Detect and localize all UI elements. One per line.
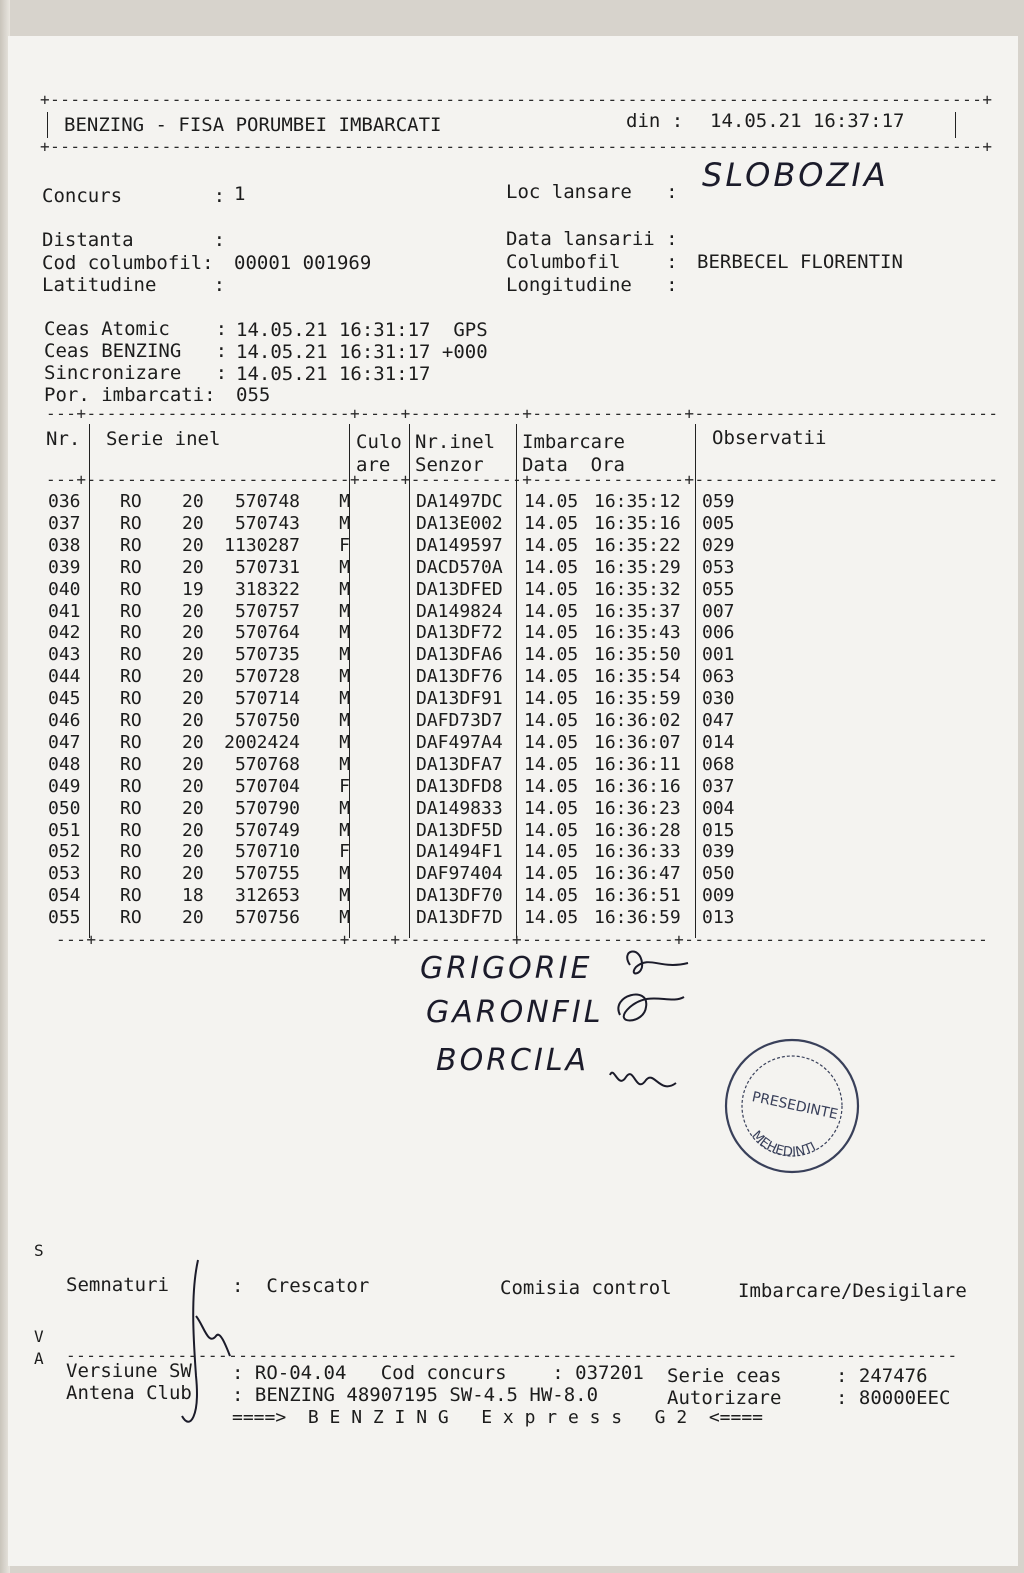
cell-country: RO (120, 731, 142, 753)
association-stamp (722, 1036, 862, 1176)
cell-obs: 007 (702, 600, 735, 622)
cell-year: 20 (182, 666, 204, 688)
autorizare-label: Autorizare (667, 1387, 782, 1409)
cell-time: 16:35:32 (594, 578, 681, 600)
concurs-value: 1 (234, 183, 246, 205)
cell-sensor: DA13DFA6 (416, 644, 503, 666)
loc-lansare-value: SLOBOZIA (702, 156, 889, 194)
cell-sex: M (339, 731, 350, 753)
cell-obs: 063 (702, 666, 735, 688)
cell-date: 14.05 (524, 710, 579, 731)
header-bottom-border: +--------------------------------------------------------------------------------------------+ (40, 137, 993, 156)
cell-year: 20 (182, 841, 204, 863)
cell-year: 20 (182, 797, 204, 819)
cell-date: 14.05 (524, 797, 579, 819)
cell-date: 14.05 (524, 731, 579, 753)
cell-sex: M (339, 512, 350, 534)
cell-year: 20 (182, 556, 204, 578)
cell-time: 16:36:51 (594, 885, 681, 907)
header-date-label: din : (626, 110, 684, 132)
cell-sex: F (339, 534, 350, 556)
cell-time: 16:35:16 (594, 512, 681, 534)
cell-year: 20 (182, 512, 204, 534)
cell-date: 14.05 (524, 666, 579, 688)
cell-sex: F (339, 841, 350, 863)
cell-obs: 037 (702, 775, 735, 797)
cell-time: 16:36:23 (594, 797, 681, 819)
cell-time: 16:35:50 (594, 644, 681, 666)
por-imbarcati-label: Por. imbarcati: (44, 384, 216, 406)
cell-sex: M (339, 907, 350, 929)
por-imbarcati-value: 055 (236, 384, 271, 406)
cod-columbofil-label: Cod columbofil: (42, 252, 214, 274)
distanta-label: Distanta : (42, 229, 226, 251)
sincronizare-value: 14.05.21 16:31:17 (236, 363, 431, 385)
cell-obs: 050 (702, 863, 735, 885)
cell-sensor: DA13DFA7 (416, 753, 503, 775)
cell-time: 16:36:11 (594, 753, 681, 775)
col-header-imbarcare-2: Data Ora (522, 454, 625, 476)
cell-date: 14.05 (524, 491, 579, 512)
cell-date: 14.05 (524, 556, 579, 578)
cell-sensor: DAFD73D7 (416, 710, 503, 731)
cell-nr: 048 (48, 753, 81, 775)
cell-date: 14.05 (524, 534, 579, 556)
footer-separator: ---------------------------------------------------------------------------------------- (66, 1346, 958, 1365)
table-top-border: ---+--------------------------+----+-----------+---------------+------------------------------ (46, 404, 999, 423)
cell-sex: M (339, 644, 350, 666)
header-left-border (47, 112, 48, 138)
cell-country: RO (120, 578, 142, 600)
cell-obs: 001 (702, 644, 735, 666)
ceas-benzing-value: 14.05.21 16:31:17 +000 (236, 341, 488, 363)
header-date-value: 14.05.21 16:37:17 (710, 110, 905, 132)
autorizare-value: : 80000EEC (836, 1387, 951, 1409)
cell-obs: 015 (702, 819, 735, 841)
cell-year: 20 (182, 907, 204, 929)
cell-country: RO (120, 907, 142, 929)
cell-ring: 570768 (234, 753, 300, 775)
cell-sex: M (339, 556, 350, 578)
cell-obs: 014 (702, 731, 735, 753)
cell-ring: 570714 (234, 688, 300, 710)
margin-letter-a: A (34, 1349, 44, 1368)
cell-sex: M (339, 863, 350, 885)
stamp-bottom-text-wrap (748, 1128, 818, 1160)
cell-ring: 570728 (234, 666, 300, 688)
crescator-label: : Crescator (232, 1275, 370, 1297)
cell-year: 20 (182, 863, 204, 885)
cell-date: 14.05 (524, 841, 579, 863)
cell-country: RO (120, 819, 142, 841)
cell-year: 20 (182, 688, 204, 710)
cell-nr: 049 (48, 775, 81, 797)
col-header-imbarcare-1: Imbarcare (522, 431, 625, 453)
cell-sensor: DA1494F1 (416, 841, 503, 863)
cell-time: 16:36:07 (594, 731, 681, 753)
cell-sex: M (339, 753, 350, 775)
cell-date: 14.05 (524, 688, 579, 710)
cell-obs: 013 (702, 907, 735, 929)
cell-sensor: DA13DF5D (416, 819, 503, 841)
cell-nr: 053 (48, 863, 81, 885)
comisia-control-label: Comisia control (500, 1277, 672, 1299)
cell-obs: 053 (702, 556, 735, 578)
table-header-border: ---+--------------------------+----+-----------+---------------+------------------------------ (46, 470, 999, 489)
cell-sensor: DA13E002 (416, 512, 503, 534)
cell-date: 14.05 (524, 863, 579, 885)
cell-year: 20 (182, 491, 204, 512)
cell-date: 14.05 (524, 819, 579, 841)
cell-time: 16:36:47 (594, 863, 681, 885)
cell-country: RO (120, 491, 142, 512)
cell-country: RO (120, 797, 142, 819)
cell-year: 20 (182, 819, 204, 841)
cell-country: RO (120, 688, 142, 710)
cell-sensor: DA13DFED (416, 578, 503, 600)
cell-obs: 055 (702, 578, 735, 600)
cell-ring: 570790 (234, 797, 300, 819)
sincronizare-label: Sincronizare : (44, 362, 228, 384)
handwritten-name-2: GARONFIL (426, 995, 604, 1030)
col-header-nr-inel-2: Senzor (415, 454, 484, 476)
cell-time: 16:35:22 (594, 534, 681, 556)
cell-country: RO (120, 753, 142, 775)
cell-nr: 046 (48, 710, 81, 731)
versiune-sw-value: : RO-04.04 Cod concurs : 037201 (232, 1362, 644, 1384)
margin-letter-s: S (34, 1241, 44, 1260)
cell-country: RO (120, 622, 142, 644)
header-title: BENZING - FISA PORUMBEI IMBARCATI (64, 114, 442, 136)
cell-country: RO (120, 885, 142, 907)
cell-sensor: DA13DF72 (416, 622, 503, 644)
cell-sex: M (339, 600, 350, 622)
cell-sensor: DA13DFD8 (416, 775, 503, 797)
cell-nr: 050 (48, 797, 81, 819)
cell-obs: 009 (702, 885, 735, 907)
cell-date: 14.05 (524, 600, 579, 622)
cell-ring: 570731 (234, 556, 300, 578)
cell-time: 16:36:33 (594, 841, 681, 863)
cell-year: 20 (182, 731, 204, 753)
cell-time: 16:35:59 (594, 688, 681, 710)
cell-sensor: DACD570A (416, 556, 503, 578)
cell-nr: 052 (48, 841, 81, 863)
imbarcare-desigilare-label: Imbarcare/Desigilare (738, 1280, 967, 1302)
col-header-culoare-1: Culo (356, 431, 402, 453)
cell-country: RO (120, 556, 142, 578)
cell-nr: 047 (48, 731, 81, 753)
loc-lansare-label: Loc lansare : (506, 181, 678, 203)
cell-year: 20 (182, 753, 204, 775)
ceas-atomic-value: 14.05.21 16:31:17 GPS (236, 319, 488, 341)
cell-nr: 036 (48, 491, 81, 512)
cell-nr: 054 (48, 885, 81, 907)
cell-date: 14.05 (524, 753, 579, 775)
cell-country: RO (120, 600, 142, 622)
concurs-label: Concurs : (42, 185, 226, 207)
cell-ring: 570755 (234, 863, 300, 885)
cell-date: 14.05 (524, 907, 579, 929)
cell-nr: 055 (48, 907, 81, 929)
cell-sensor: DA13DF70 (416, 885, 503, 907)
semnaturi-label: Semnaturi (66, 1274, 169, 1296)
cell-time: 16:36:02 (594, 710, 681, 731)
cell-obs: 059 (702, 491, 735, 512)
cell-date: 14.05 (524, 578, 579, 600)
cell-year: 19 (182, 578, 204, 600)
stamp-bottom-text: MEHEDINTI (748, 1128, 819, 1161)
cell-obs: 030 (702, 688, 735, 710)
cell-sensor: DAF97404 (416, 863, 503, 885)
cell-date: 14.05 (524, 885, 579, 907)
cell-year: 20 (182, 644, 204, 666)
serie-ceas-value: : 247476 (836, 1365, 928, 1387)
cell-time: 16:35:37 (594, 600, 681, 622)
cell-obs: 004 (702, 797, 735, 819)
table-bottom-border: ---+------------------------+----+-----------+---------------+------------------------------ (56, 930, 989, 949)
cell-ring: 312653 (234, 885, 300, 907)
columbofil-label: Columbofil : (506, 251, 678, 273)
col-divider-5 (695, 424, 696, 938)
cell-nr: 051 (48, 819, 81, 841)
antena-club-value: : BENZING 48907195 SW-4.5 HW-8.0 (232, 1384, 599, 1406)
cell-ring: 570735 (234, 644, 300, 666)
cell-ring: 318322 (234, 578, 300, 600)
margin-letter-v: V (34, 1327, 44, 1346)
col-header-culoare-2: are (356, 454, 391, 476)
cell-date: 14.05 (524, 622, 579, 644)
columbofil-value: BERBECEL FLORENTIN (697, 251, 903, 273)
cell-time: 16:35:29 (594, 556, 681, 578)
cell-sex: M (339, 666, 350, 688)
latitudine-label: Latitudine : (42, 274, 226, 296)
antena-club-label: Antena Club (66, 1382, 192, 1404)
handwritten-name-3: BORCILA (436, 1043, 590, 1078)
cell-sensor: DAF497A4 (416, 731, 503, 753)
col-divider-3 (409, 424, 410, 938)
ceas-benzing-label: Ceas BENZING : (44, 340, 228, 362)
cell-ring: 570764 (234, 622, 300, 644)
cell-nr: 045 (48, 688, 81, 710)
versiune-sw-label: Versiune SW (66, 1360, 192, 1382)
col-header-nr-inel-1: Nr.inel (415, 431, 496, 453)
cell-obs: 039 (702, 841, 735, 863)
data-lansarii-label: Data lansarii : (506, 228, 678, 250)
cell-date: 14.05 (524, 512, 579, 534)
cell-sex: M (339, 688, 350, 710)
cell-obs: 068 (702, 753, 735, 775)
cell-country: RO (120, 512, 142, 534)
cell-year: 20 (182, 775, 204, 797)
cell-ring: 570743 (234, 512, 300, 534)
cell-country: RO (120, 534, 142, 556)
cell-sensor: DA149833 (416, 797, 503, 819)
cell-nr: 044 (48, 666, 81, 688)
cell-sex: M (339, 710, 350, 731)
col-header-observatii: Observatii (712, 427, 827, 449)
cell-sex: F (339, 775, 350, 797)
cell-sex: M (339, 819, 350, 841)
cell-obs: 005 (702, 512, 735, 534)
cell-ring: 570748 (234, 491, 300, 512)
cell-ring: 570750 (234, 710, 300, 731)
cell-time: 16:36:28 (594, 819, 681, 841)
serie-ceas-label: Serie ceas (667, 1365, 782, 1387)
cod-columbofil-value: 00001 001969 (234, 252, 372, 274)
cell-ring: 1130287 (224, 534, 300, 556)
cell-ring: 570749 (234, 819, 300, 841)
col-header-nr: Nr. (46, 428, 81, 450)
cell-sex: M (339, 797, 350, 819)
cell-date: 14.05 (524, 775, 579, 797)
cell-sex: M (339, 622, 350, 644)
cell-date: 14.05 (524, 644, 579, 666)
cell-time: 16:35:54 (594, 666, 681, 688)
cell-ring: 570757 (234, 600, 300, 622)
cell-obs: 029 (702, 534, 735, 556)
handwritten-name-1: GRIGORIE (420, 951, 593, 986)
cell-nr: 040 (48, 578, 81, 600)
cell-country: RO (120, 644, 142, 666)
cell-nr: 039 (48, 556, 81, 578)
cell-sex: M (339, 885, 350, 907)
express-line: ====> B E N Z I N G E x p r e s s G 2 <==== (232, 1407, 764, 1428)
cell-country: RO (120, 775, 142, 797)
cell-sensor: DA13DF76 (416, 666, 503, 688)
cell-nr: 041 (48, 600, 81, 622)
cell-time: 16:35:12 (594, 491, 681, 512)
cell-nr: 038 (48, 534, 81, 556)
cell-country: RO (120, 841, 142, 863)
cell-sensor: DA149597 (416, 534, 503, 556)
header-top-border: +--------------------------------------------------------------------------------------------+ (40, 90, 993, 109)
cell-year: 20 (182, 534, 204, 556)
cell-nr: 037 (48, 512, 81, 534)
cell-sensor: DA149824 (416, 600, 503, 622)
stamp-center-text: PRESEDINTE (750, 1089, 840, 1124)
cell-time: 16:36:16 (594, 775, 681, 797)
cell-ring: 570710 (234, 841, 300, 863)
cell-year: 20 (182, 710, 204, 731)
cell-sensor: DA1497DC (416, 491, 503, 512)
cell-ring: 2002424 (224, 731, 300, 753)
cell-country: RO (120, 863, 142, 885)
col-header-serie: Serie inel (106, 428, 221, 450)
cell-obs: 006 (702, 622, 735, 644)
cell-nr: 043 (48, 644, 81, 666)
cell-sex: M (339, 578, 350, 600)
col-divider-4 (516, 424, 517, 938)
cell-obs: 047 (702, 710, 735, 731)
col-divider-1 (89, 424, 90, 938)
cell-time: 16:36:59 (594, 907, 681, 929)
cell-year: 20 (182, 622, 204, 644)
cell-sex: M (339, 491, 350, 512)
cell-ring: 570704 (234, 775, 300, 797)
cell-sensor: DA13DF7D (416, 907, 503, 929)
cell-nr: 042 (48, 622, 81, 644)
cell-year: 20 (182, 600, 204, 622)
cell-sensor: DA13DF91 (416, 688, 503, 710)
ceas-atomic-label: Ceas Atomic : (44, 318, 228, 340)
cell-ring: 570756 (234, 907, 300, 929)
cell-country: RO (120, 666, 142, 688)
header-right-border (955, 112, 956, 138)
cell-time: 16:35:43 (594, 622, 681, 644)
signature-marks (600, 945, 700, 1105)
longitudine-label: Longitudine : (506, 274, 678, 296)
cell-year: 18 (182, 885, 204, 907)
cell-country: RO (120, 710, 142, 731)
